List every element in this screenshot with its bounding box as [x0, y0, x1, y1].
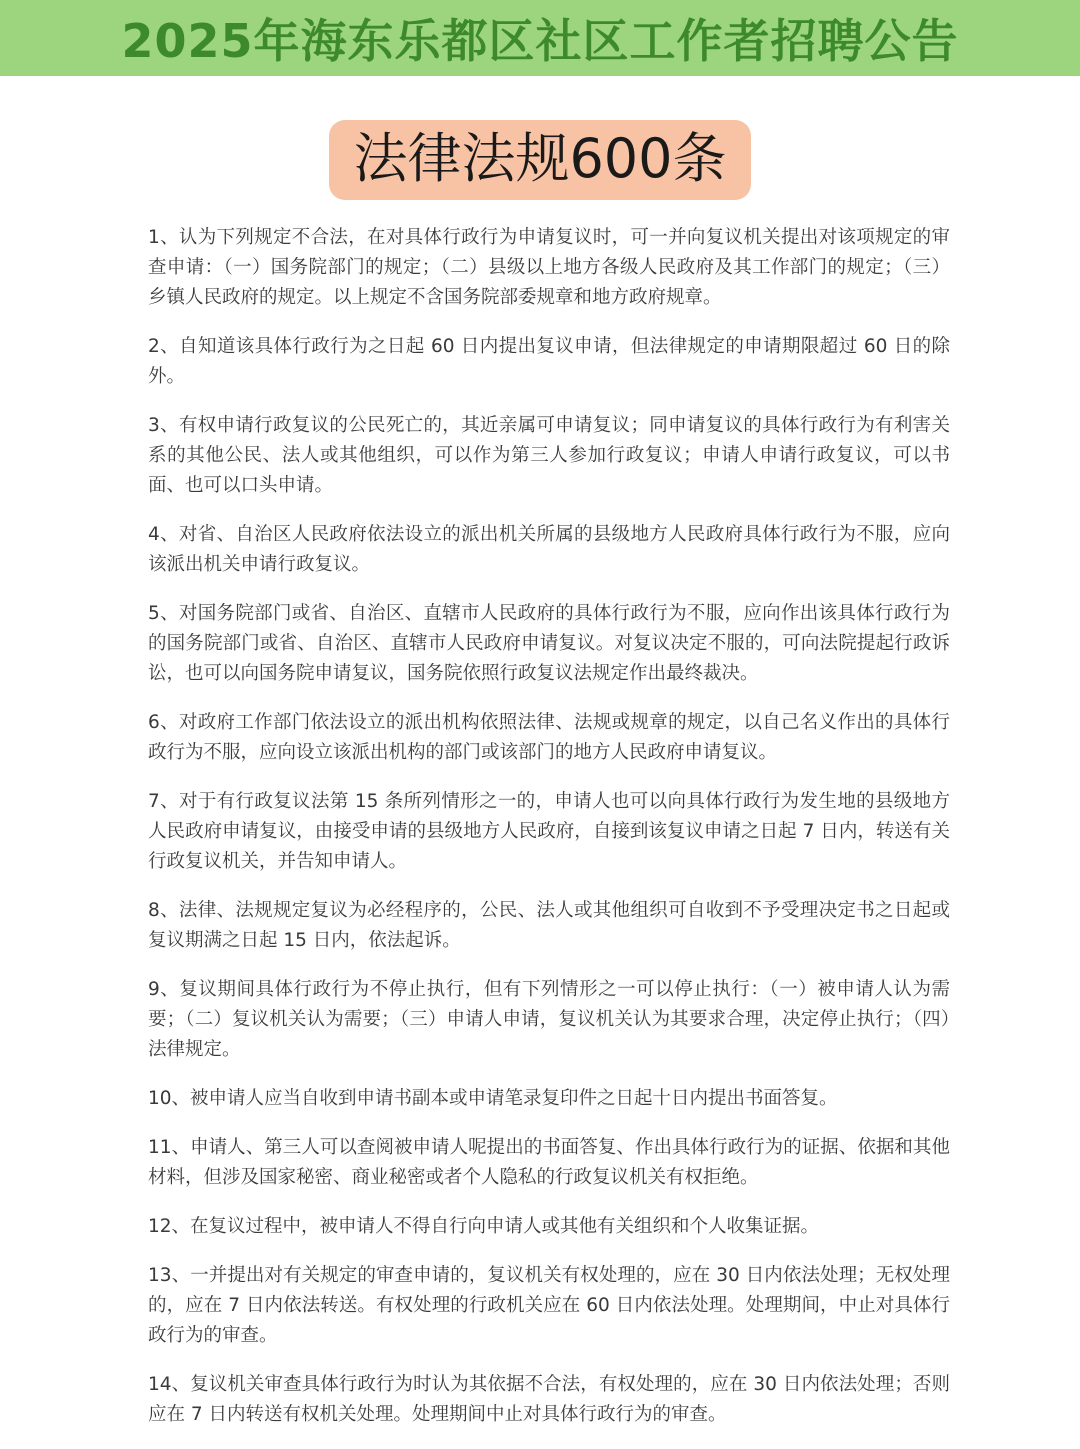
- list-item: 3、有权申请行政复议的公民死亡的，其近亲属可申请复议；同申请复议的具体行政行为有利害关系的其他公民、法人或其他组织，可以作为第三人参加行政复议；申请人申请行政复议，可以书面、也可以口头申请。: [148, 415, 950, 496]
- subtitle-badge: 法律法规600条: [329, 120, 750, 200]
- list-item: 12、在复议过程中，被申请人不得自行向申请人或其他有关组织和个人收集证据。: [148, 1216, 820, 1237]
- list-item: 13、一并提出对有关规定的审查申请的，复议机关有权处理的，应在 30 日内依法处理；无权处理的，应在 7 日内依法转送。有权处理的行政机关应在 60 日内依法处理。处理期间，中止对具体行政行为的审查。: [148, 1265, 950, 1346]
- list-item: 5、对国务院部门或省、自治区、直辖市人民政府的具体行政行为不服，应向作出该具体行政行为的国务院部门或省、自治区、直辖市人民政府申请复议。对复议决定不服的，可向法院提起行政诉讼，也可以向国务院申请复议，国务院依照行政复议法规定作出最终裁决。: [148, 603, 950, 684]
- list-item: 14、复议机关审查具体行政行为时认为其依据不合法，有权处理的，应在 30 日内依法处理；否则应在 7 日内转送有权机关处理。处理期间中止对具体行政行为的审查。: [148, 1374, 950, 1425]
- list-item: 7、对于有行政复议法第 15 条所列情形之一的，申请人也可以向具体行政行为发生地的县级地方人民政府申请复议，由接受申请的县级地方人民政府，自接到该复议申请之日起 7 日内，转送有关行政复议机关，并告知申请人。: [148, 791, 950, 872]
- list-item: 9、复议期间具体行政行为不停止执行，但有下列情形之一可以停止执行：（一）被申请人认为需要；（二）复议机关认为需要；（三）申请人申请，复议机关认为其要求合理，决定停止执行；（四）法律规定。: [148, 979, 950, 1060]
- article-body: [148, 223, 950, 1449]
- list-item: 10、被申请人应当自收到申请书副本或申请笔录复印件之日起十日内提出书面答复。: [148, 1088, 838, 1109]
- list-item: 1、认为下列规定不合法，在对具体行政行为申请复议时，可一并向复议机关提出对该项规定的审查申请：（一）国务院部门的规定；（二）县级以上地方各级人民政府及其工作部门的规定；（三）乡镇人民政府的规定。以上规定不含国务院部委规章和地方政府规章。: [148, 227, 950, 308]
- page-title: 2025年海东乐都区社区工作者招聘公告: [121, 14, 959, 68]
- list-item: 4、对省、自治区人民政府依法设立的派出机关所属的县级地方人民政府具体行政行为不服，应向该派出机关申请行政复议。: [148, 524, 950, 575]
- list-item: 6、对政府工作部门依法设立的派出机构依照法律、法规或规章的规定，以自己名义作出的具体行政行为不服，应向设立该派出机构的部门或该部门的地方人民政府申请复议。: [148, 712, 950, 763]
- list-item: 8、法律、法规规定复议为必经程序的，公民、法人或其他组织可自收到不予受理决定书之日起或复议期满之日起 15 日内，依法起诉。: [148, 900, 950, 951]
- list-item: 2、自知道该具体行政行为之日起 60 日内提出复议申请，但法律规定的申请期限超过 60 日的除外。: [148, 336, 950, 387]
- header-banner: [0, 0, 1080, 76]
- list-item: 11、申请人、第三人可以查阅被申请人呢提出的书面答复、作出具体行政行为的证据、依据和其他材料，但涉及国家秘密、商业秘密或者个人隐私的行政复议机关有权拒绝。: [148, 1137, 950, 1188]
- subtitle-wrap: [0, 120, 1080, 200]
